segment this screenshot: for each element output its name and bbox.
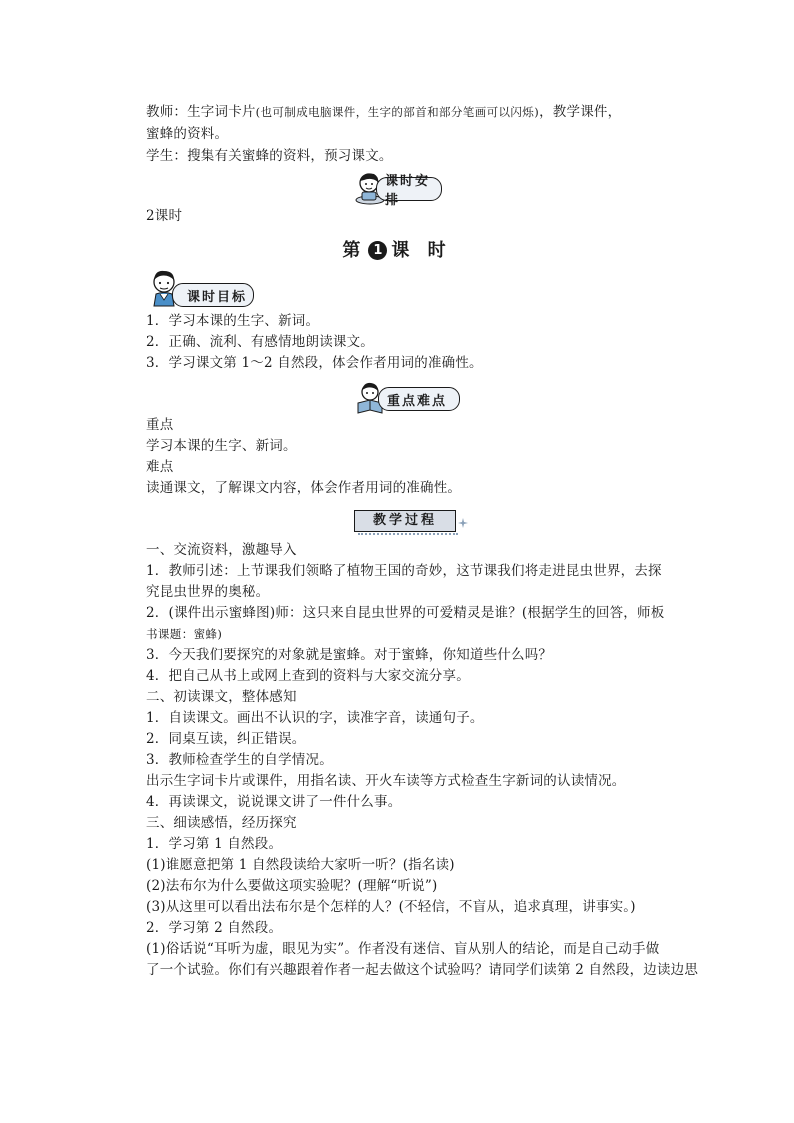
- process-line: 究昆虫世界的奥秘。: [146, 584, 270, 600]
- process-line: 2．(课件出示蜜蜂图)师：这只来自昆虫世界的可爱精灵是谁？(根据学生的回答，师板: [146, 605, 665, 621]
- process-line: (1)谁愿意把第 1 自然段读给大家听一听？(指名读): [146, 857, 455, 873]
- key-points-badge-label: 重点难点: [387, 393, 448, 409]
- process-line: 3．教师检查学生的自学情况。: [146, 752, 333, 768]
- objective-item-3: 3．学习课文第 1～2 自然段，体会作者用词的准确性。: [146, 355, 483, 371]
- teacher-label: 教师：: [146, 104, 188, 120]
- process-badge: [354, 510, 456, 532]
- schedule-text: 2课时: [146, 208, 183, 224]
- process-line: 1．学习第 1 自然段。: [146, 836, 283, 852]
- process-line: 书课题：蜜蜂): [146, 627, 223, 641]
- lesson-title-prefix: 第: [342, 240, 367, 261]
- process-line: 了一个试验。你们有兴趣跟着作者一起去做这个试验吗？请同学们读第 2 自然段，边读边思: [146, 962, 699, 978]
- process-line: 1．教师引述：上节课我们领略了植物王国的奇妙，这节课我们将走进昆虫世界，去探: [146, 563, 662, 579]
- student-materials-line: 学生：搜集有关蜜蜂的资料，预习课文。: [146, 148, 393, 164]
- teacher-materials-text: 生字词卡片: [187, 104, 256, 120]
- difficulty-text: 读通课文，了解课文内容，体会作者用词的准确性。: [146, 480, 462, 496]
- lesson-title-suffix: 课 时: [391, 240, 452, 261]
- objectives-badge-label: 课时目标: [187, 289, 248, 305]
- process-line: 2．学习第 2 自然段。: [146, 920, 283, 936]
- key-points-badge: [378, 387, 460, 411]
- process-line: 三、细读感悟，经历探究: [146, 815, 297, 831]
- process-line: 1．自读课文。画出不认识的字，读准字音，读通句子。: [146, 710, 484, 726]
- process-badge-label: 教学过程: [372, 513, 437, 528]
- lesson-title: [0, 236, 794, 262]
- process-line: (1)俗话说“耳听为虚，眼见为实”。作者没有迷信、盲从别人的结论，而是自己动手做: [146, 941, 660, 957]
- objectives-badge: [172, 283, 254, 307]
- process-line: 4．再读课文，说说课文讲了一件什么事。: [146, 794, 402, 810]
- objective-item-2: 2．正确、流利、有感情地朗读课文。: [146, 334, 374, 350]
- difficulty-label: 难点: [146, 459, 174, 475]
- process-line: 二、初读课文，整体感知: [146, 689, 297, 705]
- schedule-badge: [376, 174, 442, 208]
- key-label: 重点: [146, 417, 174, 433]
- key-text: 学习本课的生字、新词。: [146, 438, 297, 454]
- teacher-materials-note: (也可制成电脑课件，生字的部首和部分笔画可以闪烁): [255, 105, 540, 119]
- teacher-materials-end: ，教学课件，: [539, 104, 622, 120]
- teacher-materials-line2: 蜜蜂的资料。: [146, 126, 229, 142]
- teacher-materials-line: [146, 102, 621, 122]
- sparkle-icon: [458, 518, 468, 528]
- process-line: 出示生字词卡片或课件，用指名读、开火车读等方式检查生字新词的认读情况。: [146, 773, 626, 789]
- process-line: (2)法布尔为什么要做这项实验呢？(理解“听说”): [146, 878, 438, 894]
- process-line: 3．今天我们要探究的对象就是蜜蜂。对于蜜蜂，你知道些什么吗？: [146, 647, 553, 663]
- objective-item-1: 1．学习本课的生字、新词。: [146, 313, 320, 329]
- process-line: 一、交流资料，激趣导入: [146, 542, 297, 558]
- lesson-number-circle: 1: [368, 241, 387, 260]
- process-line: 2．同桌互读，纠正错误。: [146, 731, 306, 747]
- process-line: (3)从这里可以看出法布尔是个怎样的人？(不轻信，不盲从，追求真理，讲事实。): [146, 899, 636, 915]
- schedule-badge-label: 课时安排: [385, 174, 431, 208]
- process-line: 4．把自己从书上或网上查到的资料与大家交流分享。: [146, 668, 470, 684]
